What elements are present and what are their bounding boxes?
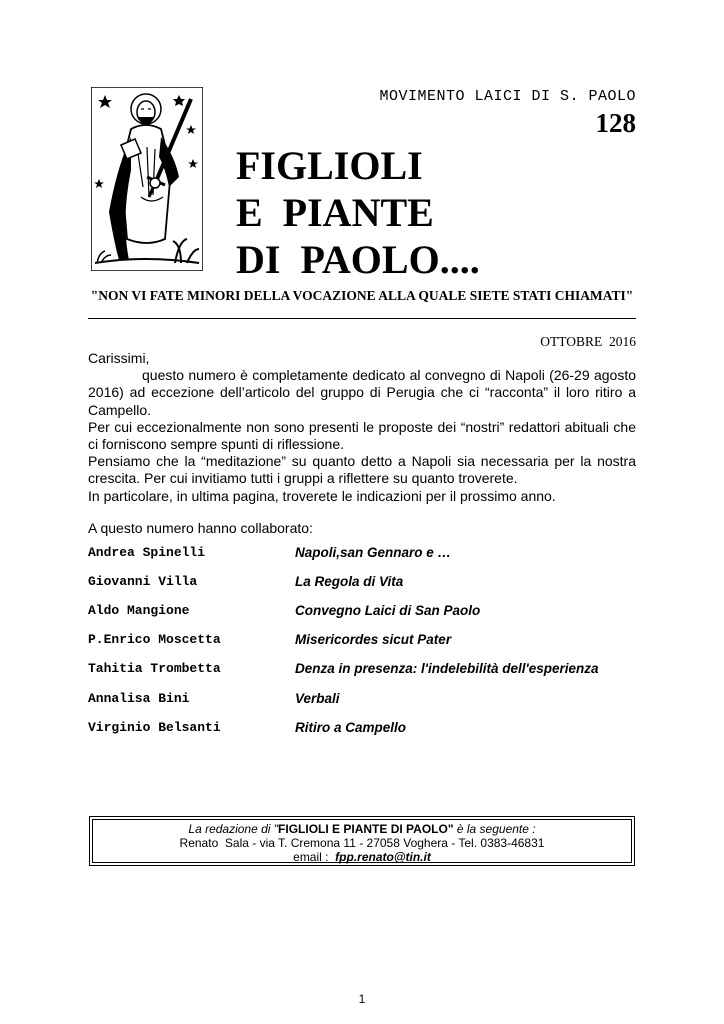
collaborator-article: Convegno Laici di San Paolo (295, 603, 481, 618)
collaborator-author: Giovanni Villa (88, 574, 198, 589)
contact-address: Renato Sala - via T. Cremona 11 - 27058 Voghera - Tel. 0383-46831 (179, 836, 545, 850)
title-line-3: DI PAOLO.... (236, 237, 480, 282)
contact-line-1 (93, 822, 631, 836)
issue-number: 128 (595, 108, 636, 138)
collaborator-author: P.Enrico Moscetta (88, 632, 221, 647)
contact-magazine-name: FIGLIOLI E PIANTE DI PAOLO" (278, 822, 454, 836)
motto: "NON VI FATE MINORI DELLA VOCAZIONE ALLA QUALE SIETE STATI CHIAMATI" (90, 288, 634, 303)
letter-paragraph: Pensiamo che la “meditazione” su quanto detto a Napoli sia necessaria per la nostra crescita. Per cui invitiamo tutti i gruppi a riflettere su quanto troverete. (88, 453, 636, 487)
contact-email-line (93, 850, 631, 864)
collaborator-author: Tahitia Trombetta (88, 661, 221, 676)
letter-paragraph: questo numero è completamente dedicato al convegno di Napoli (26-29 agosto 2016) ad eccezione dell’articolo del gruppo di Perugia che ci “racconta” il loro ritiro a Campello. (88, 367, 636, 418)
collaborator-author: Aldo Mangione (88, 603, 190, 618)
email-label: email : (293, 850, 336, 864)
collaborator-author: Andrea Spinelli (88, 545, 206, 560)
collaborator-article: Napoli,san Gennaro e … (295, 545, 452, 560)
collaborator-author: Virginio Belsanti (88, 720, 221, 735)
contact-prefix: La redazione di " (188, 822, 279, 836)
issue-date: OTTOBRE 2016 (540, 334, 636, 349)
page-number: 1 (358, 992, 366, 1006)
editorial-letter (88, 350, 636, 505)
header-divider (88, 318, 636, 319)
editorial-contact-box (89, 816, 635, 866)
collaborator-article: Verbali (295, 691, 340, 706)
collaborator-article: Denza in presenza: l'indelebilità dell'esperienza (295, 661, 599, 676)
collaborator-author: Annalisa Bini (88, 691, 190, 706)
collaborators-intro: A questo numero hanno collaborato: (88, 520, 313, 536)
saint-paul-woodcut-illustration (91, 87, 203, 271)
title-line-1: FIGLIOLI (236, 143, 423, 188)
collaborator-article: La Regola di Vita (295, 574, 404, 589)
letter-greeting: Carissimi, (88, 350, 150, 366)
letter-paragraph: In particolare, in ultima pagina, troverete le indicazioni per il prossimo anno. (88, 487, 556, 504)
collaborator-article: Misericordes sicut Pater (295, 632, 452, 647)
collaborator-article: Ritiro a Campello (295, 720, 407, 735)
contact-suffix: è la seguente : (453, 822, 536, 836)
letter-paragraph: Per cui eccezionalmente non sono presenti le proposte dei “nostri” redattori abituali che ci forniscono sempre spunti di riflessione. (88, 418, 636, 453)
email-address[interactable]: fpp.renato@tin.it (335, 850, 431, 864)
editorial-contact-inner (92, 819, 632, 863)
title-line-2: E PIANTE (236, 190, 434, 235)
movement-name: MOVIMENTO LAICI DI S. PAOLO (379, 88, 636, 105)
